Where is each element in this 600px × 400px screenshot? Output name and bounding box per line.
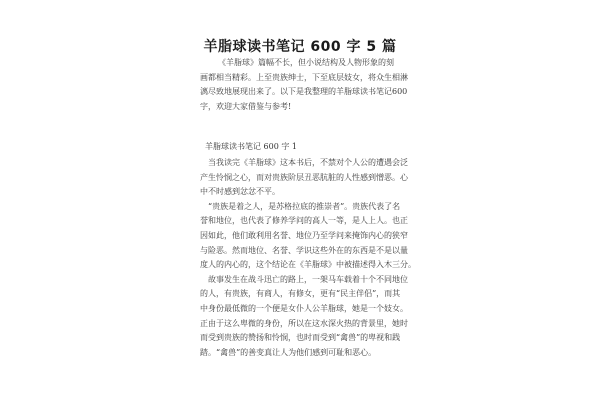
- section-heading: 羊脂球读书笔记 600 字 1: [205, 142, 297, 151]
- body-line: 与险恶。然而地位、名誉、学识这些外在的东西是不是以量: [200, 245, 408, 255]
- body-line: 当我读完《羊脂球》这本书后，不禁对个人公的遭遇会泛: [208, 158, 408, 167]
- intro-line: 画都相当精彩。上至贵族绅士，下至底层妓女，将众生相淋: [200, 72, 408, 82]
- intro-line: 《羊脂球》篇幅不长，但小说结构及人物形象的刻: [218, 58, 394, 67]
- body-line: 中身份最低微的一个便是女仆人公羊脂球，她是一个妓女。: [200, 303, 408, 313]
- body-line: 而受到贵族的赞扬和怜悯，也时而受到“禽兽”的卑视和践: [200, 333, 401, 343]
- body-line: “贵族是着之人，是苏格拉底的推崇者”。贵族代表了名: [208, 201, 401, 211]
- body-line: 度人的内心的，这个结论在《羊脂球》中被描述得入木三分。: [200, 260, 416, 270]
- body-line: 故事发生在战斗迅亡的路上，一架马车载着十个不同地位: [208, 274, 408, 284]
- body-line: 踏。“禽兽”的善变真让人为他们感到可耻和恶心。: [200, 347, 377, 357]
- intro-line: 字，欢迎大家借鉴与参考!: [200, 101, 292, 111]
- body-paragraphs: [200, 156, 415, 360]
- body-line: 产生怜悯之心，而对贵族阶层丑恶肮脏的人性感到憎恶。心: [200, 172, 408, 182]
- document-title: 羊脂球读书笔记 600 字 5 篇: [203, 39, 397, 55]
- body-line: 正由于这么卑微的身份，所以在这水深火热的背景里，她时: [200, 318, 408, 328]
- body-line: 因如此，他们敢利用名誉、地位乃至学问来掩饰内心的狭窄: [200, 230, 408, 240]
- intro-paragraph: [200, 56, 414, 114]
- body-line: 誉和地位，也代表了修养学问的高人一等，是人上人。也正: [200, 216, 408, 226]
- body-line: 中不时感到忿忿不平。: [200, 187, 280, 197]
- intro-line: 漓尽致地展现出来了。以下是我整理的羊脂球读书笔记600: [200, 87, 408, 97]
- body-line: 的人，有贵族，有商人，有修女，更有“民主伴侣”，而其: [200, 289, 401, 299]
